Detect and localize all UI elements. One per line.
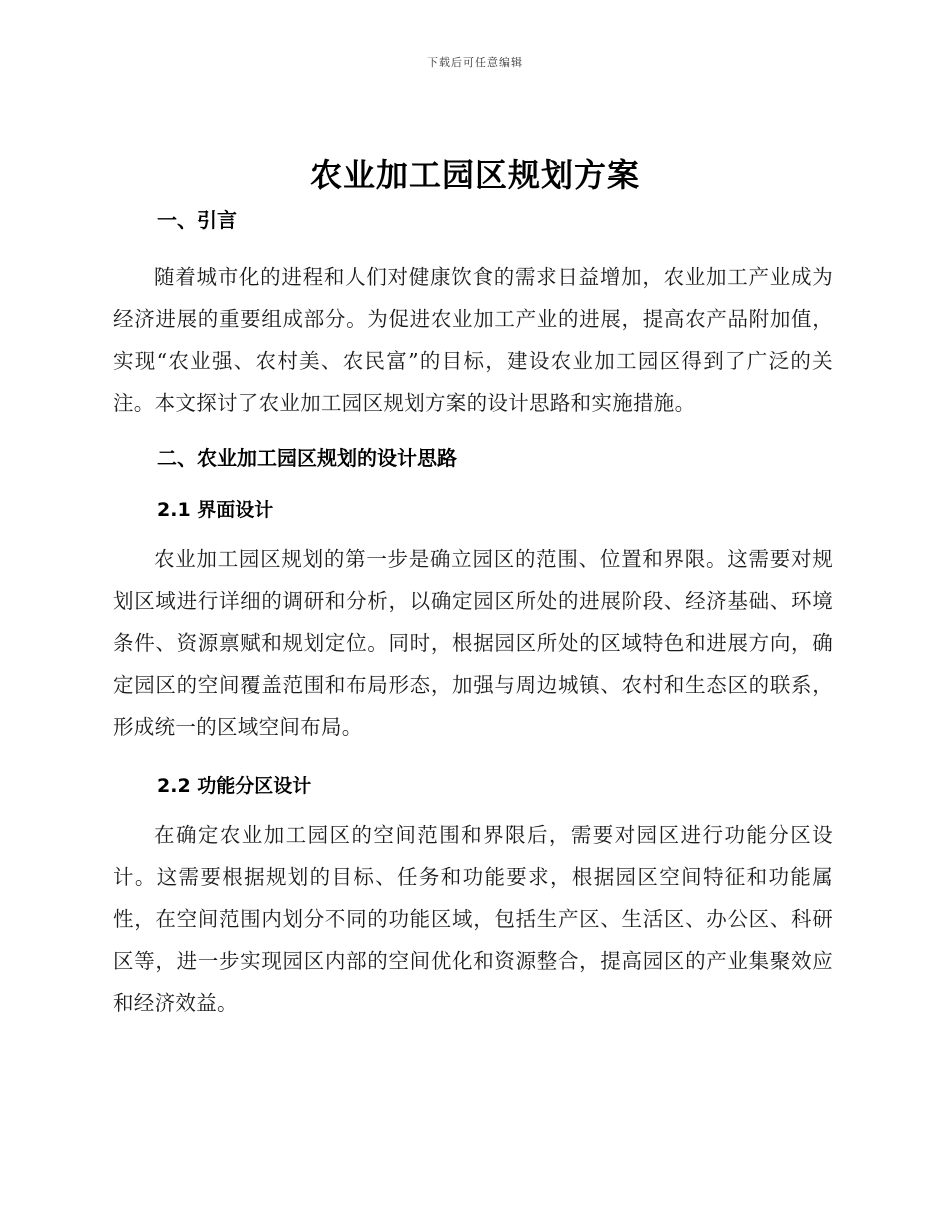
section-heading-design: 二、农业加工园区规划的设计思路 [157,446,457,470]
document-title: 农业加工园区规划方案 [309,156,640,194]
subsection-heading-interface: 2.1 界面设计 [157,499,274,521]
paragraph-interface: 农业加工园区规划的第一步是确立园区的范围、位置和界限。这需要对规划区域进行详细的调研和分析，以确定园区所处的进展阶段、经济基础、环境条件、资源禀赋和规划定位。同时，根据园区所处的区域特色和进展方向，确定园区的空间覆盖范围和布局形态，加强与周边城镇、农村和生态区的联系，形成统一的区域空间布局。 [113,547,833,739]
document-body [113,196,833,1034]
paragraph-intro: 随着城市化的进程和人们对健康饮食的需求日益增加，农业加工产业成为经济进展的重要组成部分。为促进农业加工产业的进展，提高农产品附加值，实现“农业强、农村美、农民富”的目标，建设农业加工园区得到了广泛的关注。本文探讨了农业加工园区规划方案的设计思路和实施措施。 [113,265,833,415]
section-heading-intro: 一、引言 [157,208,237,232]
header-note: 下载后可任意编辑 [427,56,523,69]
subsection-heading-zoning: 2.2 功能分区设计 [157,775,312,797]
paragraph-zoning: 在确定农业加工园区的空间范围和界限后，需要对园区进行功能分区设计。这需要根据规划的目标、任务和功能要求，根据园区空间特征和功能属性，在空间范围内划分不同的功能区域，包括生产区、生活区、办公区、科研区等，进一步实现园区内部的空间优化和资源整合，提高园区的产业集聚效应和经济效益。 [113,823,833,1015]
